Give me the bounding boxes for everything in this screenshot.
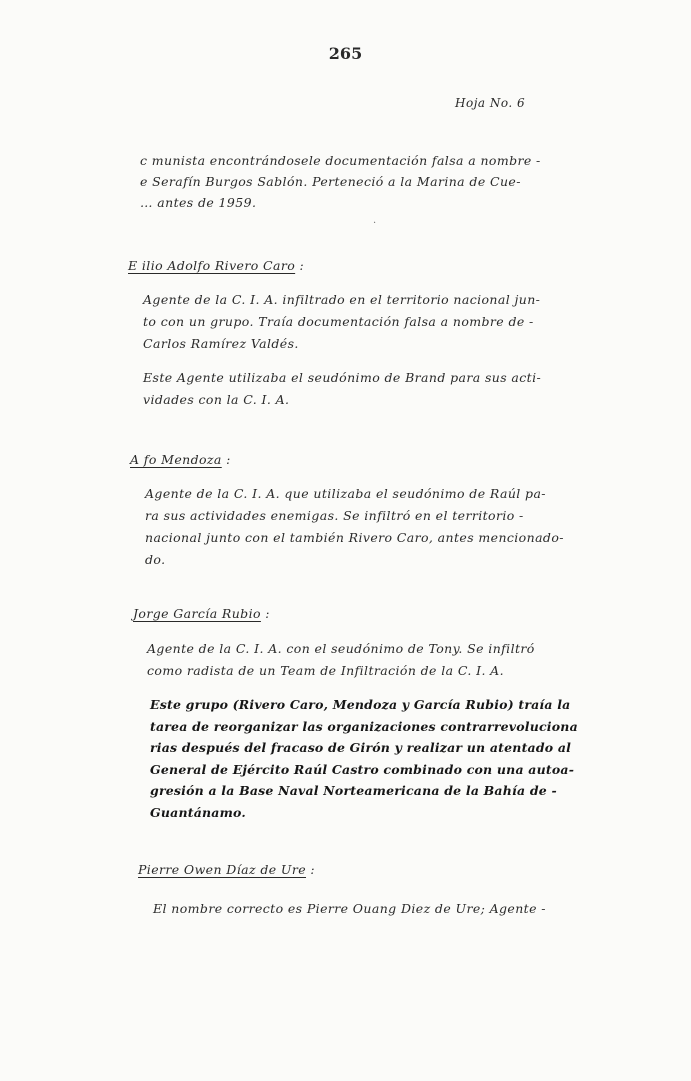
text-line: e Serafín Burgos Sablón. Perteneció a la Marina de Cue- [140,174,521,189]
text-line: Agente de la C. I. A. con el seudónimo de Tony. Se infiltró [147,641,535,656]
text-line: Carlos Ramírez Valdés. [143,336,299,351]
paragraph-diaz [153,898,546,920]
text-line: Este grupo (Rivero Caro, Mendoza y García Rubio) traía la [150,697,571,712]
text-line: como radista de un Team de Infiltración de la C. I. A. [147,663,504,678]
text-line: … antes de 1959. [140,195,257,210]
page-number: 265 [328,44,363,63]
intro-paragraph [140,150,541,213]
text-line: c munista encontrándosele documentación falsa a nombre - [140,153,541,168]
text-line: do. [145,552,166,567]
heading-name: Pierre Owen Díaz de Ure [138,862,307,877]
paragraph-rivero-2 [143,367,541,411]
text-line: General de Ejército Raúl Castro combinado con una autoa- [150,761,575,777]
text-line: Este Agente utilizaba el seudónimo de Brand para sus acti- [143,370,542,385]
text-line: to con un grupo. Traía documentación falsa a nombre de - [143,314,534,329]
paragraph-rivero-1 [143,289,540,355]
text-line: El nombre correcto es Pierre Ouang Diez de Ure; Agente - [153,901,546,916]
text-line: ra sus actividades enemigas. Se infiltró en el territorio - [145,508,524,523]
sheet-label: Hoja No. 6 [455,96,526,110]
paragraph-garcia-2 [150,694,578,823]
heading-name: A fo Mendoza [130,452,222,467]
text-line: Agente de la C. I. A. que utilizaba el seudónimo de Raúl pa- [145,486,546,501]
section-heading-rivero: E ilio Adolfo Rivero Caro : [128,258,305,273]
paragraph-mendoza [145,483,564,571]
text-line: rias después del fracaso de Girón y realizar un atentado al [150,740,572,755]
text-line: nacional junto con el también Rivero Caro, antes mencionado- [145,530,564,545]
heading-name: E ilio Adolfo Rivero Caro [128,258,296,273]
paragraph-garcia-1 [147,638,535,682]
section-heading-diaz: Pierre Owen Díaz de Ure : [138,862,316,877]
text-line: vidades con la C. I. A. [143,392,290,407]
text-line: tarea de reorganizar las organizaciones contrarrevoluciona [150,718,578,734]
section-heading-garcia: Jorge García Rubio : [133,606,270,621]
text-line: Guantánamo. [150,804,246,820]
text-line: gresión a la Base Naval Norteamericana de la Bahía de - [150,783,557,798]
heading-name: Jorge García Rubio [133,606,261,621]
section-heading-mendoza: A fo Mendoza : [130,452,231,467]
stray-mark: · [373,218,377,229]
text-line: Agente de la C. I. A. infiltrado en el territorio nacional jun- [143,292,541,307]
